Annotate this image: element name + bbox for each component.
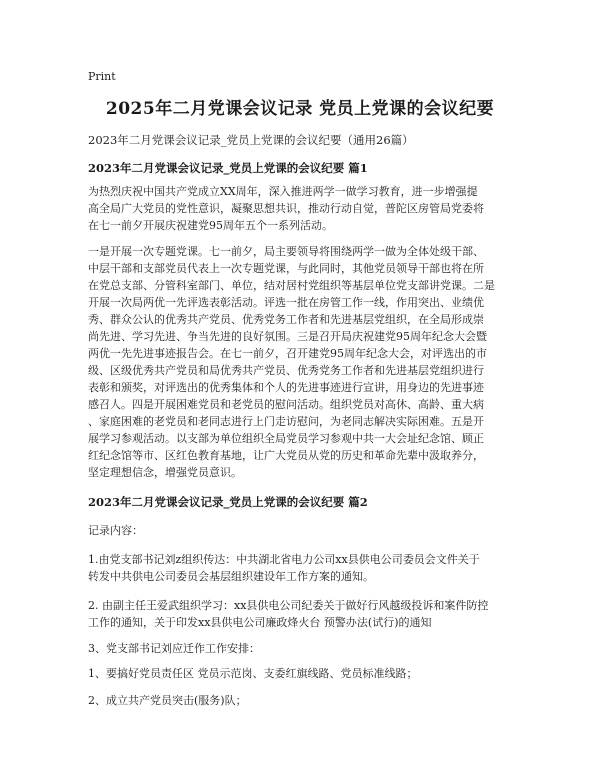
record-line: 工作的通知，关于印发xx县供电公司廉政烽火台 预警办法(试行)的通知: [88, 616, 432, 629]
record-line: 2. 由副主任王爱武组织学习：xx县供电公司纪委关于做好行风越级投诉和案件防控: [88, 599, 489, 612]
page-title: 2025年二月党课会议记录 党员上党课的会议纪要: [105, 99, 495, 119]
paragraph-line: 表彰和颁奖，对评选出的优秀集体和个人的先进事迹进行宣讲，用身边的先进事迹: [88, 381, 484, 394]
paragraph-line: 在党总支部、分管科室部门、单位，结对居村党组织等基层单位党支部讲党课。二是: [88, 279, 495, 292]
record-line: 转发中共供电公司委员会基层组织建设年工作方案的通知。: [88, 570, 374, 583]
paragraph-line: 展学习参观活动。以支部为单位组织全局党员学习参观中共一大会址纪念馆、顾正: [88, 432, 484, 445]
record-item-2: [88, 597, 488, 631]
paragraph-line: 高全局广大党员的党性意识，凝聚思想共识，推动行动自觉，普陀区房管局党委将: [88, 202, 484, 215]
paragraph-line: 红纪念馆等市、区红色教育基地，让广大党员从党的历史和革命先辈中汲取养分，: [88, 449, 484, 462]
record-line: 1.由党支部书记刘z组织传达：中共湖北省电力公司xx县供电公司委员会文件关于: [88, 553, 480, 566]
print-label[interactable]: Print: [88, 70, 116, 83]
paragraph-line: 开展一次局两优一先评选表彰活动。评选一批在房管工作一线，作用突出、业绩优: [88, 296, 484, 309]
paragraph-line: 一是开展一次专题党课。七一前夕，局主要领导将围绕两学一做为全体处级干部、: [88, 245, 484, 258]
paragraph-line: 尚先进、学习先进、争当先进的良好氛围。三是召开局庆祝建党95周年纪念大会暨: [88, 330, 487, 343]
paragraph-line: 感召人。四是开展困难党员和老党员的慰问活动。组织党员对高休、高龄、重大病: [88, 398, 484, 411]
paragraph-line: 中层干部和支部党员代表上一次专题党课，与此同时，其他党员领导干部也将在所: [88, 262, 484, 275]
record-item-3: 3、党支部书记刘应迁作工作安排：: [88, 642, 260, 655]
record-item-4: 1、要搞好党员责任区 党员示范岗、支委红旗线路、党员标准线路；: [88, 667, 418, 680]
section-1-heading: 2023年二月党课会议记录_党员上党课的会议纪要 篇1: [88, 161, 368, 175]
page-subtitle: 2023年二月党课会议记录_党员上党课的会议纪要（通用26篇）: [88, 133, 414, 147]
paragraph-line: 为热烈庆祝中国共产党成立XX周年，深入推进两学一做学习教育，进一步增强提: [88, 185, 478, 198]
record-item-5: 2、成立共产党员突击(服务)队；: [88, 694, 247, 707]
paragraph-line: 两优一先先进事迹报告会。在七一前夕，召开建党95周年纪念大会，对评选出的市: [88, 347, 487, 360]
paragraph-line: 级、区级优秀共产党员和局优秀共产党员、优秀党务工作者和先进基层党组织进行: [88, 364, 484, 377]
paragraph-line: 、家庭困难的老党员和老同志进行上门走访慰问，为老同志解决实际困难。五是开: [88, 415, 484, 428]
section-2-heading: 2023年二月党课会议记录_党员上党课的会议纪要 篇2: [88, 495, 368, 509]
section-1-paragraph-2: [88, 243, 518, 481]
paragraph-line: 坚定理想信念，增强党员意识。: [88, 466, 242, 479]
record-item-1: [88, 551, 480, 585]
paragraph-line: 在七一前夕开展庆祝建党95周年五个一系列活动。: [88, 219, 333, 232]
record-label: 记录内容：: [88, 524, 143, 537]
paragraph-line: 秀、群众公认的优秀共产党员、优秀党务工作者和先进基层党组织，在全局形成崇: [88, 313, 484, 326]
section-1-paragraph-1: [88, 183, 518, 234]
